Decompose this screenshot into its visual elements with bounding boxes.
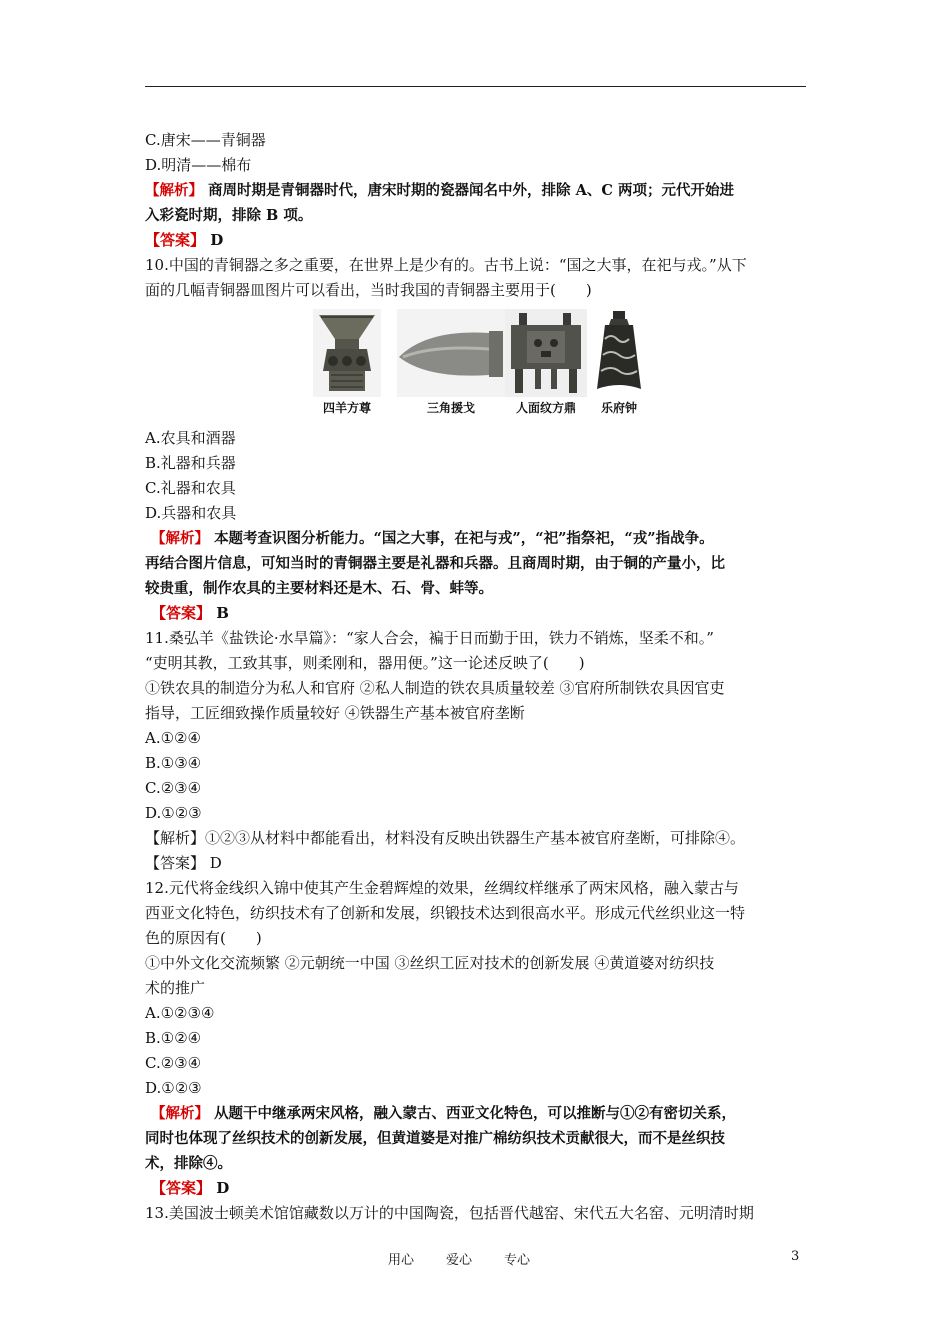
q11-stem-line2: “吏明其教，工致其事，则柔刚和，器用便。”这一论述反映了( ) (145, 654, 585, 672)
q10-option-d: D.兵器和农具 (145, 504, 237, 522)
q10-answer (145, 601, 807, 626)
footer-word: 用心 (388, 1253, 415, 1268)
q11-answer (145, 851, 807, 876)
q12-answer (145, 1176, 807, 1201)
q11-items-line1: ①铁农具的制造分为私人和官府 ②私人制造的铁农具质量较差 ③官府所制铁农具因官吏 (145, 679, 725, 697)
q9-option-d: D.明清——棉布 (145, 156, 252, 174)
analysis-label: 【解析】 (151, 530, 209, 547)
q10-stem-line1: 10.中国的青铜器之多之重要，在世界上是少有的。古书上说：“国之大事，在祀与戎。”从下 (145, 256, 747, 274)
q12-option-b: B.①②④ (145, 1029, 202, 1047)
answer-value: D (216, 1179, 230, 1197)
q10-option-c: C.礼器和农具 (145, 479, 236, 497)
answer-label: 【答案】 (145, 854, 206, 872)
bronze-figures (145, 309, 807, 422)
q13-stem-line1: 13.美国波士顿美术馆馆藏数以万计的中国陶瓷，包括晋代越窑、宋代五大名窑、元明清时期 (145, 1204, 754, 1222)
page-content (145, 128, 807, 1226)
q10-analysis (145, 526, 807, 551)
figure-caption: 人面纹方鼎 (515, 401, 576, 415)
q10-analysis-line3: 较贵重，制作农具的主要材料还是木、石、骨、蚌等。 (145, 580, 493, 597)
answer-value: D (210, 231, 224, 249)
q12-analysis-line3: 术，排除④。 (145, 1155, 232, 1172)
figure-caption: 乐府钟 (600, 401, 637, 415)
q11-option-b: B.①③④ (145, 754, 202, 772)
q12-items-line1: ①中外文化交流频繁 ②元朝统一中国 ③丝织工匠对技术的创新发展 ④黄道婆对纺织技 (145, 954, 715, 972)
q11-option-a: A.①②④ (145, 729, 201, 747)
answer-value: D (209, 854, 222, 872)
q10-option-a: A.农具和酒器 (145, 429, 236, 447)
q11-items-line2: 指导，工匠细致操作质量较好 ④铁器生产基本被官府垄断 (145, 704, 525, 722)
q11-option-d: D.①②③ (145, 804, 202, 822)
footer-word: 专心 (504, 1253, 531, 1268)
q10-analysis-line2: 再结合图片信息，可知当时的青铜器主要是礼器和兵器。且商周时期，由于铜的产量小，比 (145, 555, 725, 572)
q12-option-c: C.②③④ (145, 1054, 202, 1072)
q12-analysis-line2: 同时也体现了丝织技术的创新发展，但黄道婆是对推广棉纺织技术贡献很大，而不是丝织技 (145, 1130, 725, 1147)
figure-yuefu-bell (593, 309, 645, 415)
footer-motto (388, 1249, 562, 1268)
analysis-label: 【解析】 (145, 182, 203, 199)
answer-label: 【答案】 (151, 604, 212, 622)
yuefu-bell-image (593, 309, 645, 397)
q9-answer (145, 228, 807, 253)
q9-analysis (145, 178, 807, 203)
q10-option-b: B.礼器和兵器 (145, 454, 236, 472)
page-number: 3 (791, 1249, 800, 1264)
q11-analysis-text: ①②③从材料中都能看出，材料没有反映出铁器生产基本被官府垄断，可排除④。 (205, 829, 746, 847)
answer-label: 【答案】 (145, 231, 206, 249)
analysis-label: 【解析】 (151, 1105, 209, 1122)
answer-value: B (216, 604, 229, 622)
triangle-ge-image (397, 309, 505, 397)
figure-face-ding (505, 309, 587, 415)
figure-caption: 三角援戈 (426, 401, 475, 415)
q9-option-c: C.唐宋——青铜器 (145, 131, 266, 149)
q12-stem-line3: 色的原因有( ) (145, 929, 262, 947)
figure-four-goat-zun (313, 309, 381, 415)
q11-option-c: C.②③④ (145, 779, 202, 797)
face-ding-image (505, 309, 587, 397)
q9-analysis-line2: 入彩瓷时期，排除 B 项。 (145, 207, 313, 224)
q12-analysis (145, 1101, 807, 1126)
analysis-label: 【解析】 (145, 829, 206, 847)
q11-stem-line1: 11.桑弘羊《盐铁论·水旱篇》：“家人合会，褊于日而勤于田，铁力不销炼，坚柔不和。” (145, 629, 714, 647)
q9-analysis-line1: 商周时期是青铜器时代，唐宋时期的瓷器闻名中外，排除 A、C 两项；元代开始进 (208, 182, 734, 199)
footer-word: 爱心 (446, 1253, 473, 1268)
q11-analysis (145, 826, 807, 851)
four-goat-zun-image (313, 309, 381, 397)
figure-triangle-ge (397, 309, 505, 415)
figure-caption: 四羊方尊 (322, 401, 371, 415)
q12-items-line2: 术的推广 (145, 979, 206, 997)
q12-stem-line1: 12.元代将金线织入锦中使其产生金碧辉煌的效果，丝绸纹样继承了两宋风格，融入蒙古与 (145, 879, 739, 897)
q12-option-d: D.①②③ (145, 1079, 202, 1097)
q10-analysis-line1: 本题考查识图分析能力。“国之大事，在祀与戎”，“祀”指祭祀，“戎”指战争。 (214, 530, 714, 547)
q12-option-a: A.①②③④ (145, 1004, 215, 1022)
q12-stem-line2: 西亚文化特色，纺织技术有了创新和发展，织锻技术达到很高水平。形成元代丝织业这一特 (145, 904, 746, 922)
header-rule (145, 86, 806, 87)
answer-label: 【答案】 (151, 1179, 212, 1197)
q12-analysis-line1: 从题干中继承两宋风格，融入蒙古、西亚文化特色，可以推断与①②有密切关系， (214, 1105, 737, 1122)
q10-stem-line2: 面的几幅青铜器皿图片可以看出，当时我国的青铜器主要用于( ) (145, 281, 592, 299)
